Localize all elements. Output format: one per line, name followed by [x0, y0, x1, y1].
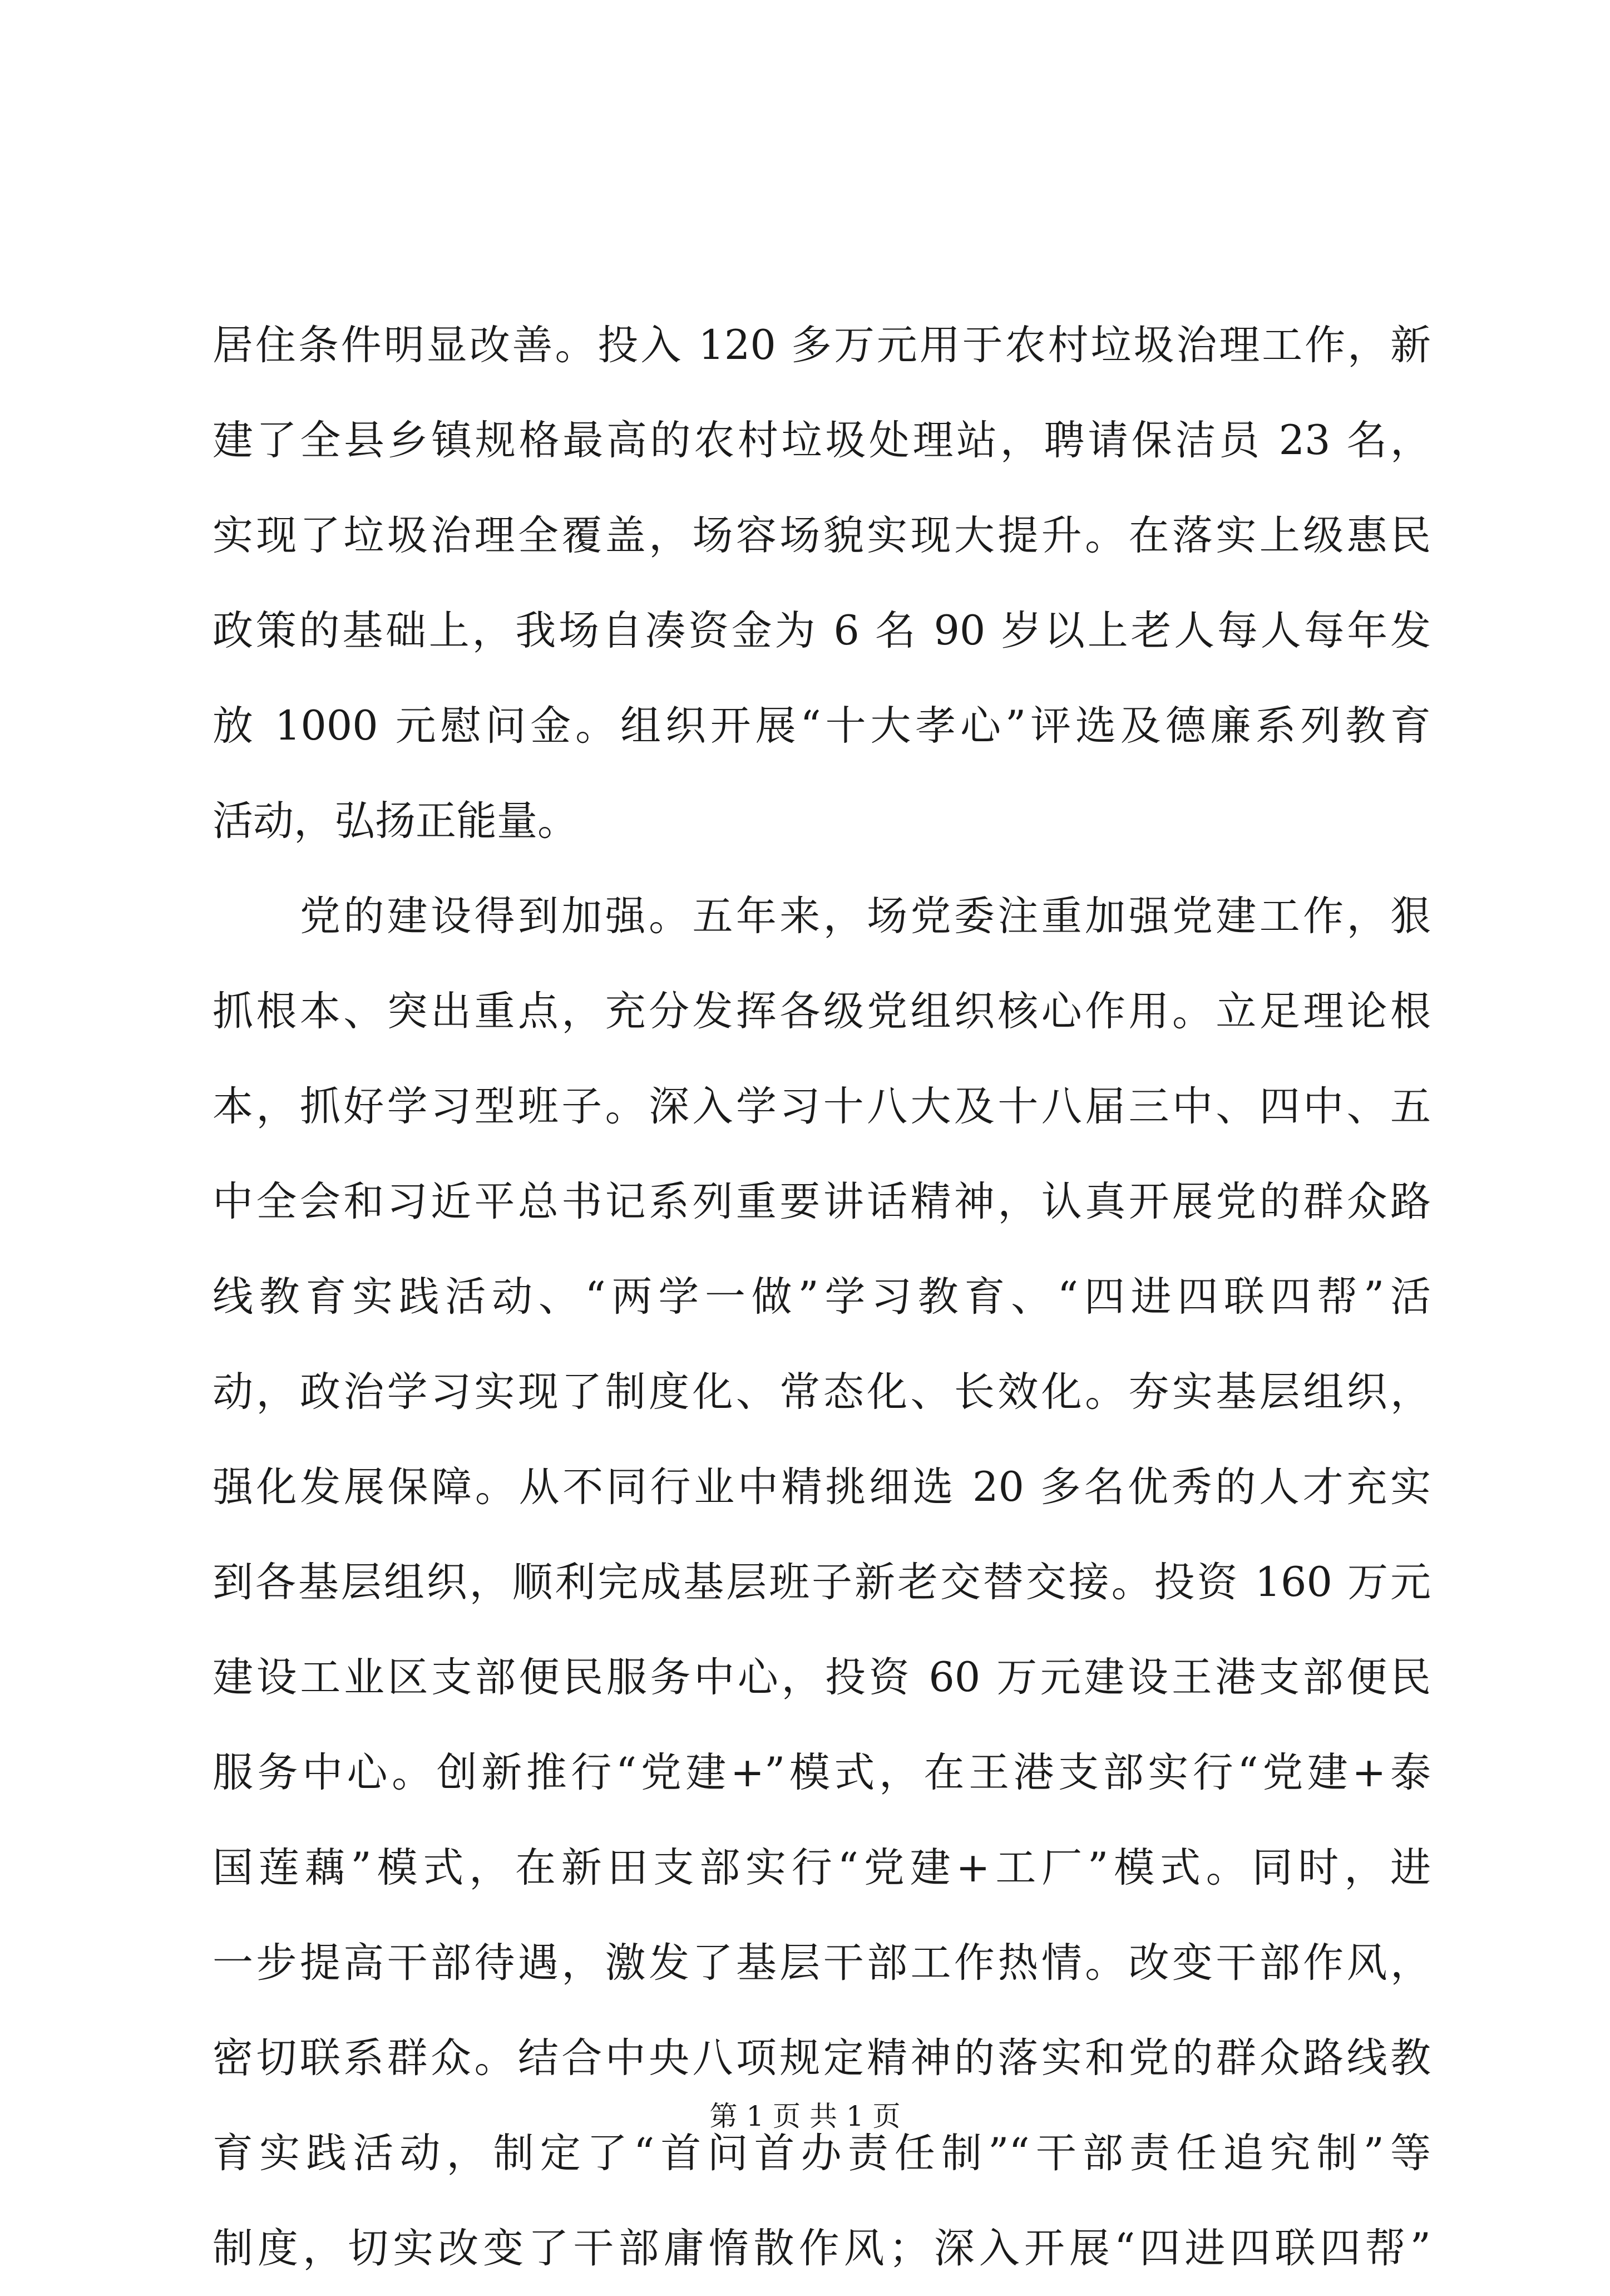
text-line: 强化发展保障。从不同行业中精挑细选 20 多名优秀的人才充实 — [213, 1464, 1431, 1511]
text-line: 线教育实践活动、“两学一做”学习教育、“四进四联四帮”活 — [213, 1273, 1431, 1321]
text-line: 服务中心。创新推行“党建+”模式，在王港支部实行“党建+泰 — [213, 1749, 1431, 1796]
text-line: 育实践活动，制定了“首问首办责任制”“干部责任追究制”等 — [213, 2130, 1431, 2177]
page-footer: 第 1 页 共 1 页 — [709, 2100, 901, 2132]
text-line: 政策的基础上，我场自凑资金为 6 名 90 岁以上老人每人每年发 — [213, 607, 1431, 654]
text-line: 一步提高干部待遇，激发了基层干部工作热情。改变干部作风， — [213, 1939, 1431, 1987]
text-line: 建设工业区支部便民服务中心，投资 60 万元建设王港支部便民 — [213, 1654, 1431, 1701]
text-line: 动，政治学习实现了制度化、常态化、长效化。夯实基层组织， — [213, 1368, 1431, 1416]
document-body — [213, 298, 1431, 2296]
text-line: 抓根本、突出重点，充分发挥各级党组织核心作用。立足理论根 — [213, 988, 1431, 1035]
text-line: 中全会和习近平总书记系列重要讲话精神，认真开展党的群众路 — [213, 1178, 1431, 1225]
text-line: 活动，弘扬正能量。 — [213, 797, 578, 845]
text-line: 建了全县乡镇规格最高的农村垃圾处理站，聘请保洁员 23 名， — [213, 417, 1431, 464]
text-line: 实现了垃圾治理全覆盖，场容场貌实现大提升。在落实上级惠民 — [213, 512, 1431, 559]
text-line: 居住条件明显改善。投入 120 多万元用于农村垃圾治理工作，新 — [213, 322, 1431, 369]
text-line: 制度，切实改变了干部庸惰散作风；深入开展“四进四联四帮” — [213, 2225, 1431, 2272]
text-line: 国莲藕”模式，在新田支部实行“党建+工厂”模式。同时，进 — [213, 1844, 1431, 1891]
text-line: 本，抓好学习型班子。深入学习十八大及十八届三中、四中、五 — [213, 1083, 1431, 1130]
text-line: 密切联系群众。结合中央八项规定精神的落实和党的群众路线教 — [213, 2034, 1431, 2082]
text-line: 党的建设得到加强。五年来，场党委注重加强党建工作，狠 — [213, 893, 1431, 940]
text-line: 到各基层组织，顺利完成基层班子新老交替交接。投资 160 万元 — [213, 1559, 1431, 1606]
text-line: 放 1000 元慰问金。组织开展“十大孝心”评选及德廉系列教育 — [213, 702, 1431, 750]
